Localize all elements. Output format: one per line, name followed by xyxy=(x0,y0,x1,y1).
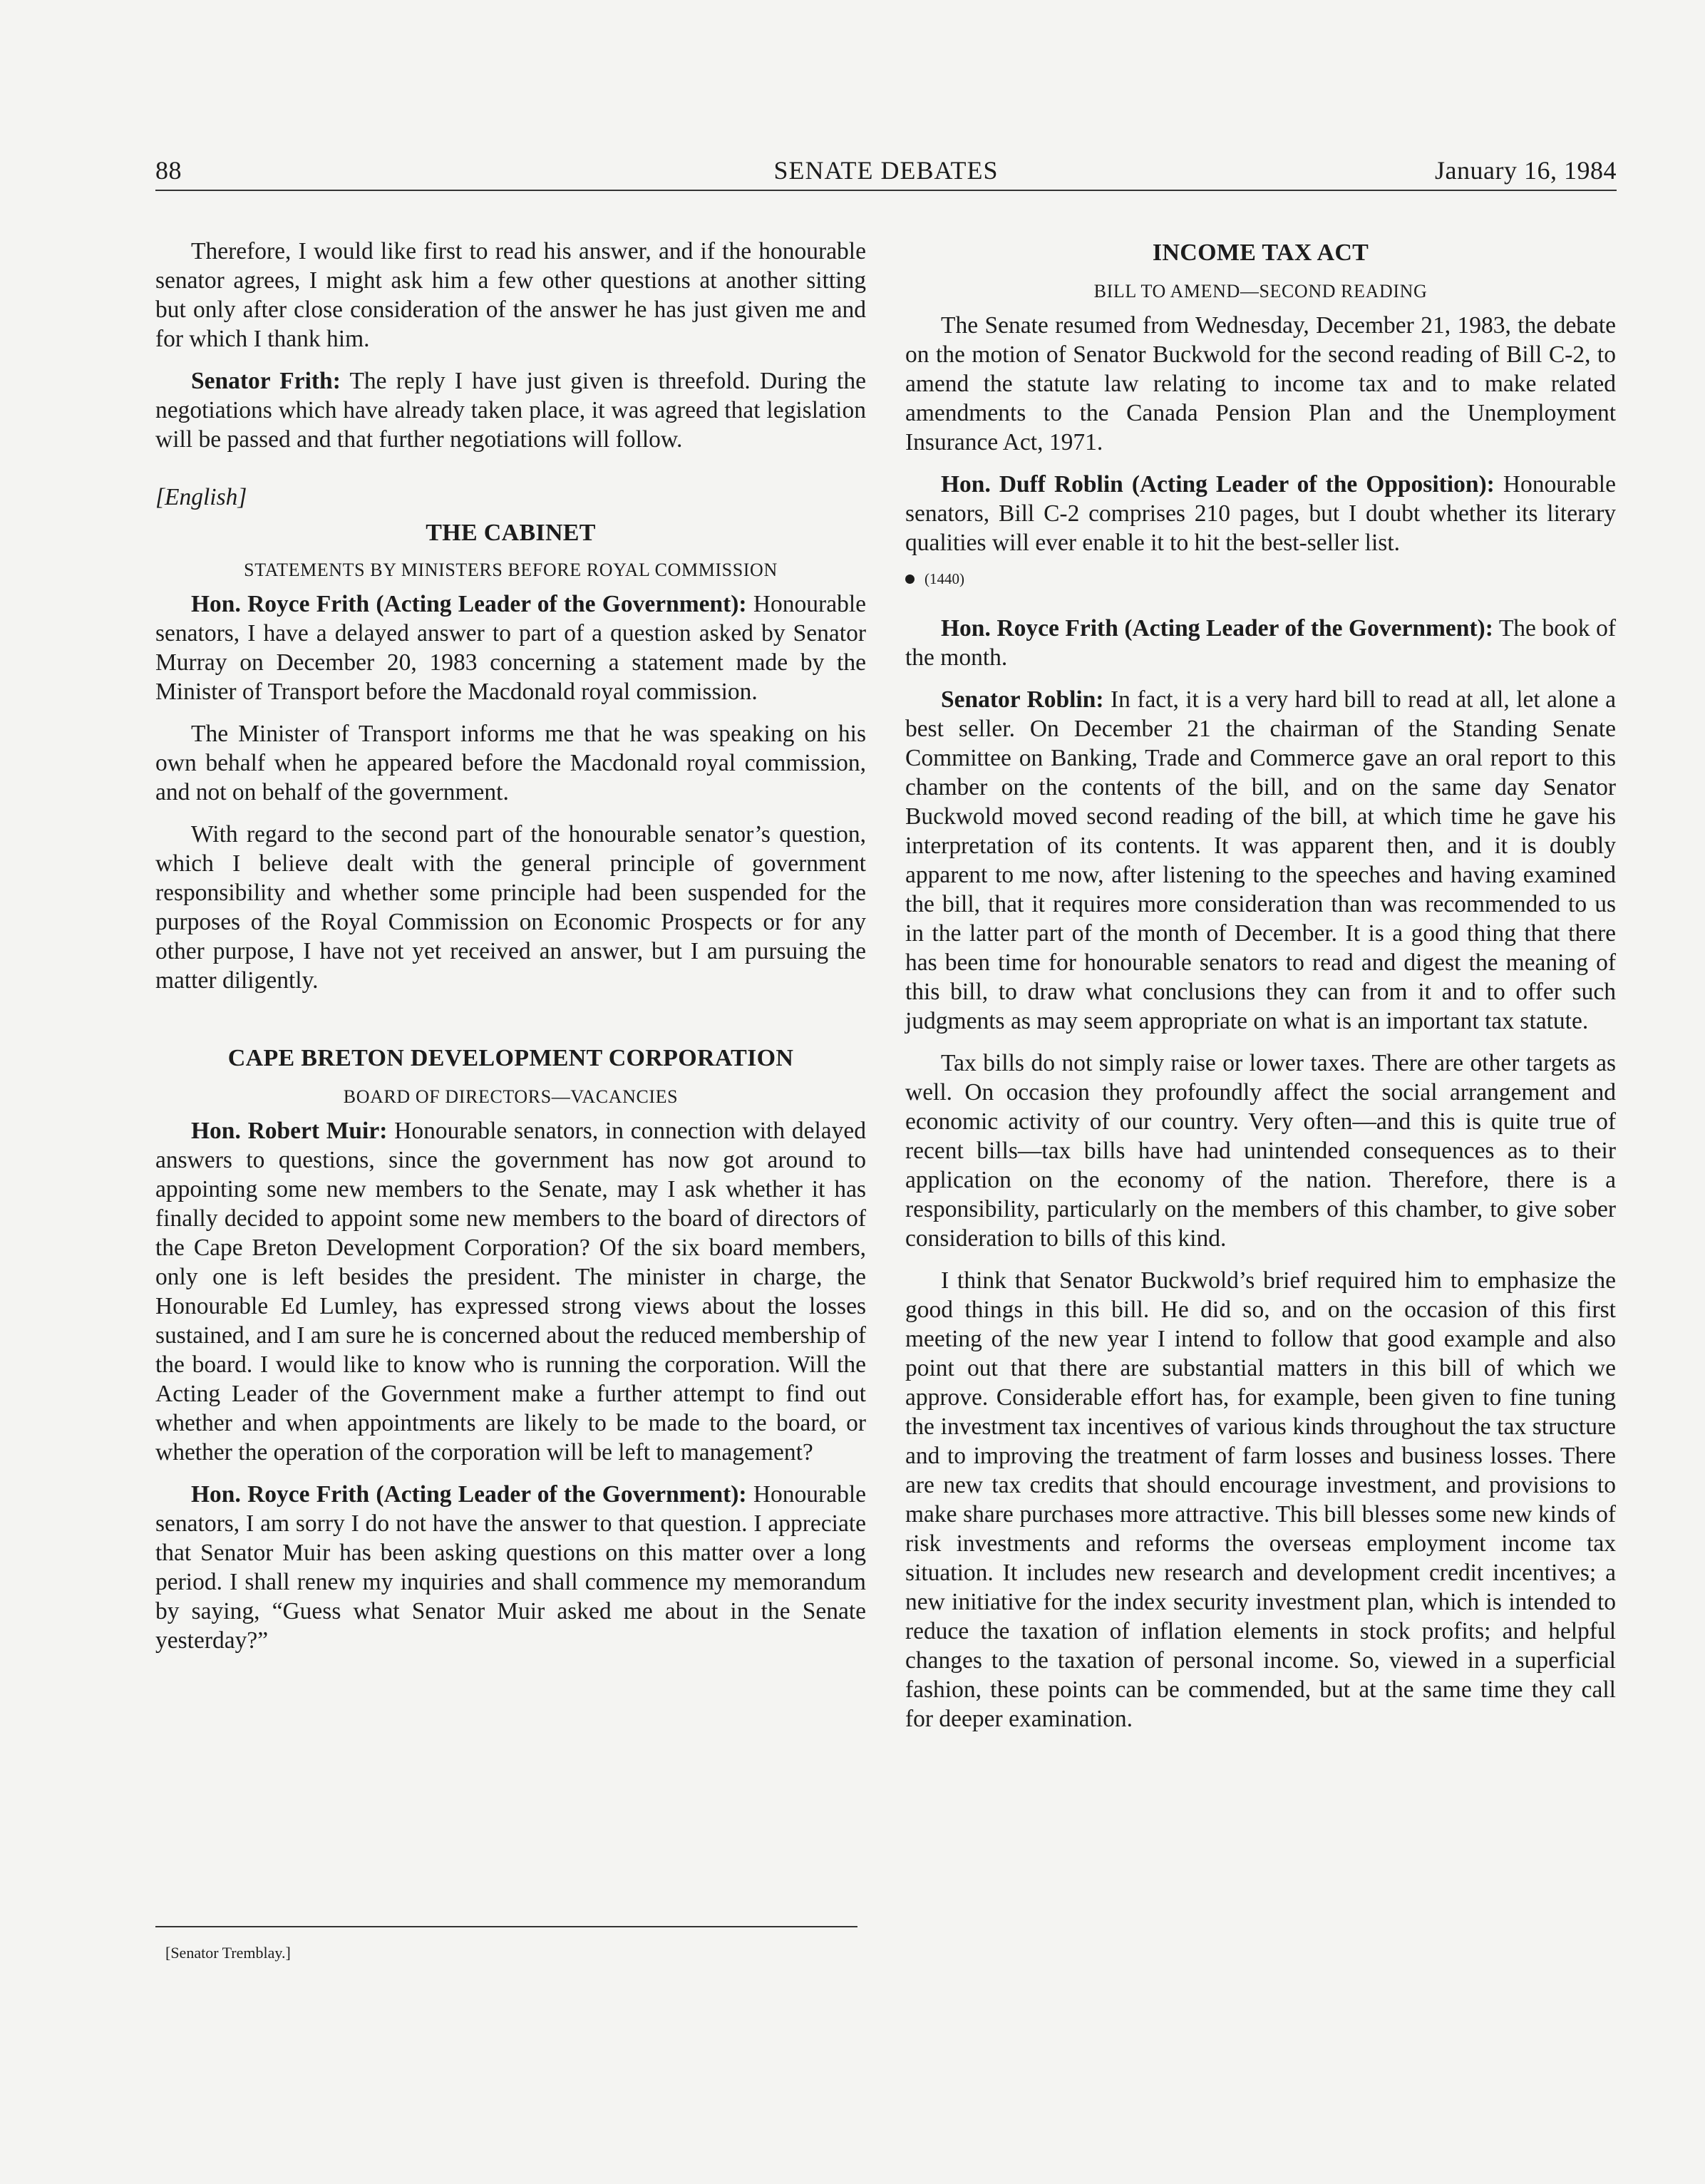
speech: Honourable senators, Bill C-2 comprises 210 pages, but I doubt whether its literary qualities will ever enable it to hit the best-seller list. xyxy=(905,471,1616,556)
speaker: Hon. Royce Frith (Acting Leader of the Government): xyxy=(191,591,747,617)
page-date: January 16, 1984 xyxy=(1435,156,1617,185)
paragraph: The Senate resumed from Wednesday, December 21, 1983, the debate on the motion of Senator Buckwold for the second reading of Bill C-2, to amend the statute law relating to income tax and to make related amendments to the Canada Pension Plan and the Unemployment Insurance Act, 1971. xyxy=(905,312,1616,455)
speech: In fact, it is a very hard bill to read at all, let alone a best seller. On December 21 the chairman of the Standing Senate Committee on Banking, Trade and Commerce gave an oral report to this chamber on the contents of the bill, and on the same day Senator Buckwold moved second reading of the bill, at which time he gave his interpretation of its contents. It was apparent then, and it is doubly apparent to me now, after listening to the speeches and having examined the bill, that it requires more consideration than was recommended to us in the latter part of the month of December. It is a good thing that there has been time for honourable senators to read and digest the meaning of this bill, to draw what conclusions they can from it and to offer such judgments as may seem appropriate on what is an important tax statute. xyxy=(905,686,1617,1034)
footnote-rule xyxy=(155,1926,857,1927)
paragraph: I think that Senator Buckwold’s brief required him to emphasize the good things in this bill. He did so, and on the occasion of this first meeting of the new year I intend to follow that good example and also point out that there are substantial matters in this bill of which we approve. Considerable effort has, for example, been given to fine tuning the investment tax incentives of various kinds throughout the tax structure and to improving the treatment of farm losses and business losses. There are new tax credits that should encourage investment, and provisions to make share purchases more attractive. This bill blesses some new kinds of risk investments and reforms the overseas employment income tax situation. It includes new research and development credit incentives; a new initiative for the index security investment plan, which is intended to reduce the taxation of inflation elements in stock profits; and helpful changes to the taxation of personal income. So, viewed in a superficial fashion, these points can be commended, but at the same time they call for deeper examination. xyxy=(905,1267,1616,1732)
paragraph: With regard to the second part of the honourable senator’s question, which I believe dealt with the general principle of government responsibility and whether some principle had been suspended for the purposes of the Royal Commission on Economic Prospects or for any other purpose, I have not yet received an answer, but I am pursuing the matter diligently. xyxy=(155,821,866,994)
time-marker xyxy=(905,570,1616,588)
section-subheading: STATEMENTS BY MINISTERS BEFORE ROYAL COMMISSION xyxy=(244,560,778,580)
speech: The book of the month. xyxy=(905,615,1616,671)
speaker: Hon. Royce Frith (Acting Leader of the Government): xyxy=(191,1481,747,1508)
paragraph: Tax bills do not simply raise or lower taxes. There are other targets as well. On occasion they profoundly affect the social arrangement and economic activity of our country. Very often—and this is quite true of recent bills—tax bills have had unintended consequences as to their application on the economy of the nation. Therefore, there is a responsibility, particularly on the members of this chamber, to give sober consideration to bills of this kind. xyxy=(905,1050,1616,1252)
section-heading: INCOME TAX ACT xyxy=(1152,239,1369,266)
speaker: Hon. Duff Roblin (Acting Leader of the Opposition): xyxy=(941,471,1495,498)
paragraph xyxy=(155,366,866,454)
speaker: Senator Frith: xyxy=(191,368,341,394)
section-subheading: BILL TO AMEND—SECOND READING xyxy=(1093,281,1428,302)
speaker: Hon. Royce Frith (Acting Leader of the Government): xyxy=(941,615,1493,642)
language-marker: [English] xyxy=(155,484,247,510)
speech: Honourable senators, I have a delayed answer to part of a question asked by Senator Murray on December 20, 1983 concerning a statement made by the Minister of Transport before the Macdonald royal commission. xyxy=(155,591,867,705)
paragraph xyxy=(155,1480,866,1655)
paragraph: The Minister of Transport informs me that he was speaking on his own behalf when he appeared before the Macdonald royal commission, and not on behalf of the government. xyxy=(155,721,866,805)
speech: Honourable senators, in connection with delayed answers to questions, since the government has now got around to appointing some new members to the Senate, may I ask whether it has finally decided to appoint some new members to the board of directors of the Cape Breton Development Corporation? Of the six board members, only one is left besides the president. The minister in charge, the Honourable Ed Lumley, has expressed strong views about the losses sustained, and I am sure he is concerned about the reduced membership of the board. I would like to know who is running the corporation. Will the Acting Leader of the Government make a further attempt to find out whether and when appointments are likely to be made to the board, or whether the operation of the corporation will be left to management? xyxy=(155,1118,866,1466)
publication-title: SENATE DEBATES xyxy=(773,156,999,185)
paragraph xyxy=(905,614,1616,672)
page-number: 88 xyxy=(155,156,182,185)
section-heading: CAPE BRETON DEVELOPMENT CORPORATION xyxy=(227,1045,794,1071)
bullet-icon xyxy=(905,575,915,584)
speech: Honourable senators, I am sorry I do not have the answer to that question. I appreciate that Senator Muir has been asking questions on this matter over a long period. I shall renew my inquiries and shall commence my memorandum by saying, “Guess what Senator Muir asked me about in the Senate yesterday?” xyxy=(155,1481,867,1654)
paragraph xyxy=(905,470,1616,557)
paragraph xyxy=(905,685,1616,1036)
page-header xyxy=(155,155,1617,190)
paragraph xyxy=(155,1116,866,1467)
paragraph xyxy=(155,589,866,706)
speech: The reply I have just given is threefold. During the negotiations which have already taken place, it was agreed that legislation will be passed and that further negotiations will follow. xyxy=(155,368,866,453)
section-subheading: BOARD OF DIRECTORS—VACANCIES xyxy=(343,1086,679,1107)
speaker: Hon. Robert Muir: xyxy=(191,1118,388,1144)
left-column xyxy=(155,237,866,1668)
speaker: Senator Roblin: xyxy=(941,686,1104,713)
paragraph: Therefore, I would like first to read his answer, and if the honourable senator agrees, I might ask him a few other questions at another sitting but only after close consideration of the answer he has just given me and for which I thank him. xyxy=(155,238,866,352)
section-heading: THE CABINET xyxy=(426,520,596,546)
header-rule xyxy=(155,190,1617,191)
time-stamp: (1440) xyxy=(924,570,964,587)
footnote: [Senator Tremblay.] xyxy=(165,1944,291,1962)
right-column xyxy=(905,237,1616,1746)
